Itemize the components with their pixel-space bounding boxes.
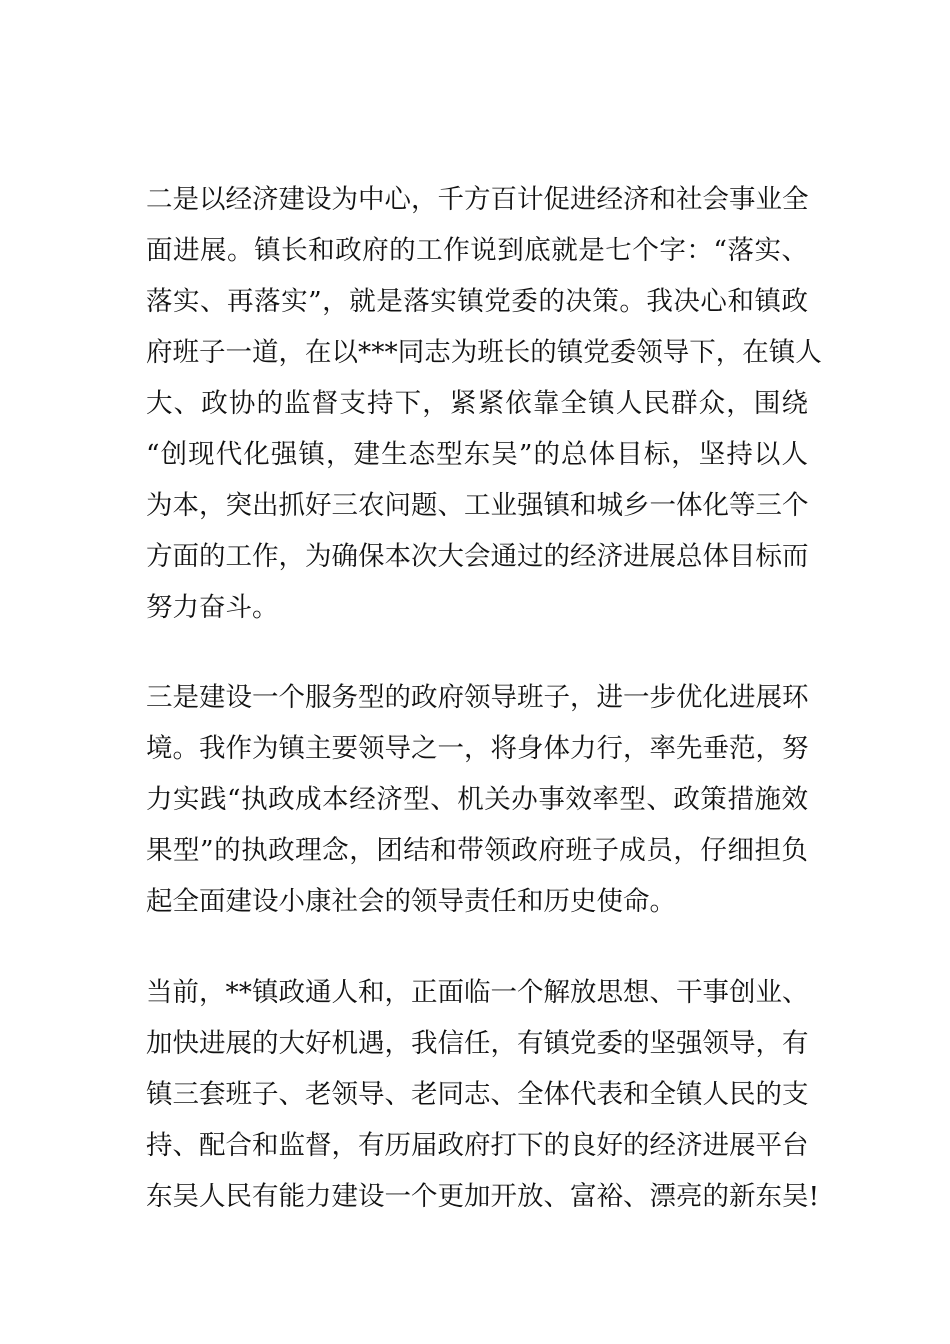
- text-line: 东吴人民有能力建设一个更加开放、富裕、漂亮的新东吴!: [146, 1181, 820, 1212]
- text-line: 二是以经济建设为中心，千方百计促进经济和社会事业全: [146, 184, 809, 215]
- text-line: 大、政协的监督支持下，紧紧依靠全镇人民群众，围绕: [146, 388, 808, 419]
- text-line: 起全面建设小康社会的领导责任和历史使命。: [146, 886, 676, 917]
- text-line: 持、配合和监督，有历届政府打下的良好的经济进展平台: [146, 1130, 809, 1161]
- text-line: 府班子一道，在以***同志为班长的镇党委领导下，在镇人: [146, 337, 822, 368]
- text-line: 方面的工作，为确保本次大会通过的经济进展总体目标而: [146, 541, 809, 572]
- text-line: 努力奋斗。: [146, 592, 279, 623]
- text-line: 加快进展的大好机遇，我信任，有镇党委的坚强领导，有: [146, 1028, 809, 1059]
- text-line: 果型”的执政理念，团结和带领政府班子成员，仔细担负: [146, 835, 808, 866]
- text-line: 三是建设一个服务型的政府领导班子，进一步优化进展环: [146, 682, 809, 713]
- paragraph-economic-development: [146, 174, 822, 633]
- paragraph-service-government: [146, 672, 808, 927]
- paragraph-conclusion: [146, 967, 820, 1222]
- text-line: 当前，**镇政通人和，正面临一个解放思想、干事创业、: [146, 977, 809, 1008]
- text-line: “创现代化强镇，建生态型东吴”的总体目标，坚持以人: [146, 439, 808, 470]
- text-line: 境。我作为镇主要领导之一，将身体力行，率先垂范，努: [146, 733, 809, 764]
- text-line: 力实践“执政成本经济型、机关办事效率型、政策措施效: [146, 784, 808, 815]
- text-line: 面进展。镇长和政府的工作说到底就是七个字：“落实、: [146, 235, 808, 266]
- text-line: 镇三套班子、老领导、老同志、全体代表和全镇人民的支: [146, 1079, 809, 1110]
- text-line: 为本，突出抓好三农问题、工业强镇和城乡一体化等三个: [146, 490, 809, 521]
- text-line: 落实、再落实”，就是落实镇党委的决策。我决心和镇政: [146, 286, 808, 317]
